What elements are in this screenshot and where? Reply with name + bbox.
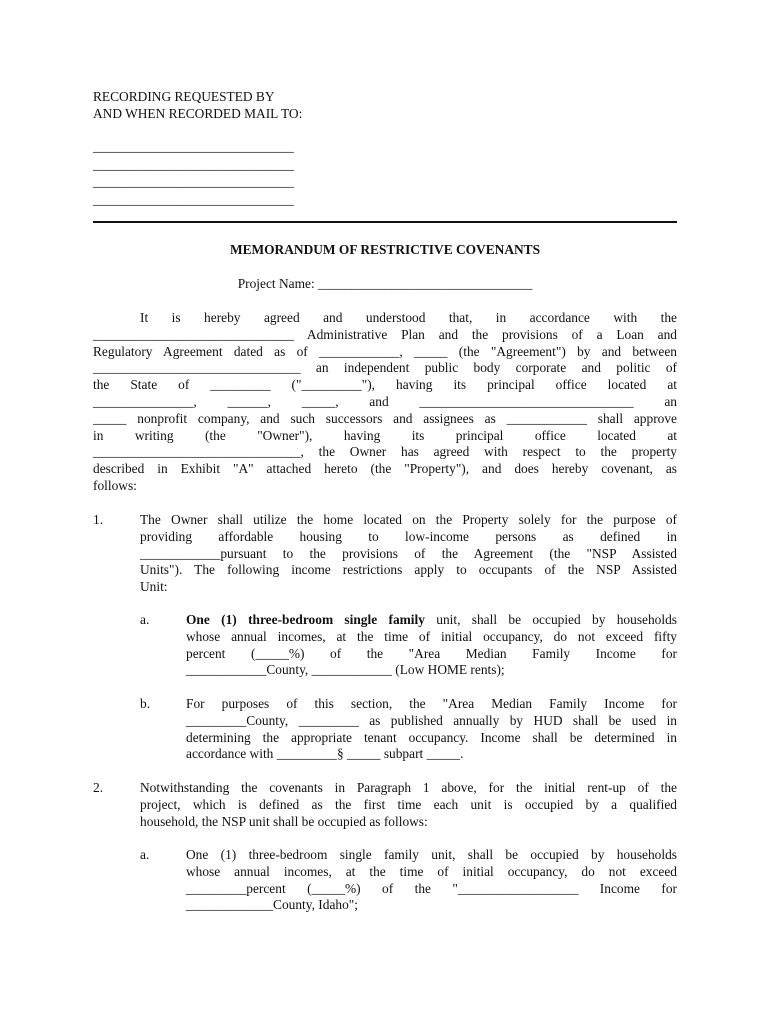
recording-line-1: RECORDING REQUESTED BY — [93, 89, 275, 104]
address-blanks — [93, 138, 294, 208]
subparagraph-letter: b. — [140, 696, 151, 711]
intro-line: _______________, ______, _____, and ________________________________ an — [93, 393, 677, 409]
subparagraph-line: whose annual incomes, at the time of initial occupancy, do not exceed — [186, 863, 677, 879]
project-name-line: Project Name: ________________________________ — [237, 276, 533, 291]
subparagraph-2a — [140, 847, 677, 914]
horizontal-divider — [93, 221, 677, 223]
subparagraph-1a — [140, 612, 677, 679]
intro-line: in writing (the "Owner"), having its principal office located at — [93, 427, 677, 443]
intro-line: the State of _________ ("_________"), having its principal office located at — [93, 377, 677, 393]
address-blank-line: ______________________________ — [93, 174, 294, 189]
intro-line: It is hereby agreed and understood that, in accordance with the — [140, 310, 677, 325]
intro-line: follows: — [93, 477, 137, 493]
recording-line-2: AND WHEN RECORDED MAIL TO: — [93, 106, 303, 121]
subparagraph-line: whose annual incomes, at the time of initial occupancy, do not exceed fifty — [186, 628, 677, 644]
subparagraph-line: _________County, _________ as published annually by HUD shall be used in — [186, 712, 677, 728]
intro-line: ______________________________ Administrative Plan and the provisions of a Loan and — [93, 326, 677, 342]
subparagraph-letter: a. — [140, 612, 150, 627]
paragraph-line: Notwithstanding the covenants in Paragraph 1 above, for the initial rent-up of the — [140, 780, 677, 795]
paragraph-line: ____________pursuant to the provisions of the Agreement (the "NSP Assisted — [140, 545, 677, 561]
paragraph-1 — [93, 512, 677, 596]
subparagraph-letter: a. — [140, 847, 150, 862]
paragraph-line: The Owner shall utilize the home located on the Property solely for the purpose of — [140, 512, 677, 527]
paragraph-line: household, the NSP unit shall be occupied as follows: — [140, 813, 428, 829]
address-blank-line: ______________________________ — [93, 156, 294, 172]
subparagraph-line: ____________County, ____________ (Low HOME rents); — [186, 662, 505, 678]
subparagraph-line: percent (_____%) of the "Area Median Family Income for — [186, 645, 677, 661]
paragraph-line: providing affordable housing to low-income persons as defined in — [140, 528, 677, 544]
recording-block — [93, 88, 302, 122]
bold-lead-text: One (1) three-bedroom single family — [186, 612, 425, 627]
subparagraph-line: _____________County, Idaho"; — [186, 897, 358, 913]
subparagraph-line: For purposes of this section, the "Area Median Family Income for — [186, 696, 677, 711]
address-blank-line: ______________________________ — [93, 139, 294, 154]
subparagraph-line: accordance with _________§ _____ subpart _____. — [186, 746, 464, 762]
paragraph-number: 1. — [93, 512, 104, 527]
subparagraph-line: determining the appropriate tenant occupancy. Income shall be determined in — [186, 729, 677, 745]
intro-line: _____ nonprofit company, and such successors and assignees as ____________ shall approve — [93, 410, 677, 426]
lead-rest-text: unit, shall be occupied by households — [424, 612, 677, 627]
intro-line: _______________________________ an independent public body corporate and politic of — [93, 360, 677, 376]
address-blank-line: ______________________________ — [93, 191, 294, 207]
paragraph-line: Unit: — [140, 579, 168, 595]
document-title: MEMORANDUM OF RESTRICTIVE COVENANTS — [229, 242, 541, 257]
paragraph-line: Units"). The following income restrictions apply to occupants of the NSP Assisted — [140, 562, 677, 578]
intro-line: described in Exhibit "A" attached hereto (the "Property"), and does hereby covenant, as — [93, 461, 677, 477]
subparagraph-line: One (1) three-bedroom single family unit, shall be occupied by households — [186, 847, 677, 862]
intro-line: _______________________________, the Owner has agreed with respect to the property — [93, 444, 677, 460]
intro-paragraph — [93, 310, 677, 495]
subparagraph-1b — [140, 696, 677, 763]
paragraph-2 — [93, 780, 677, 830]
paragraph-number: 2. — [93, 780, 104, 795]
subparagraph-line — [186, 612, 677, 629]
paragraph-line: project, which is defined as the first time each unit is occupied by a qualified — [140, 796, 677, 812]
subparagraph-line: _________percent (_____%) of the "__________________ Income for — [186, 880, 677, 896]
intro-line: Regulatory Agreement dated as of ____________, _____ (the "Agreement") by and between — [93, 343, 677, 359]
